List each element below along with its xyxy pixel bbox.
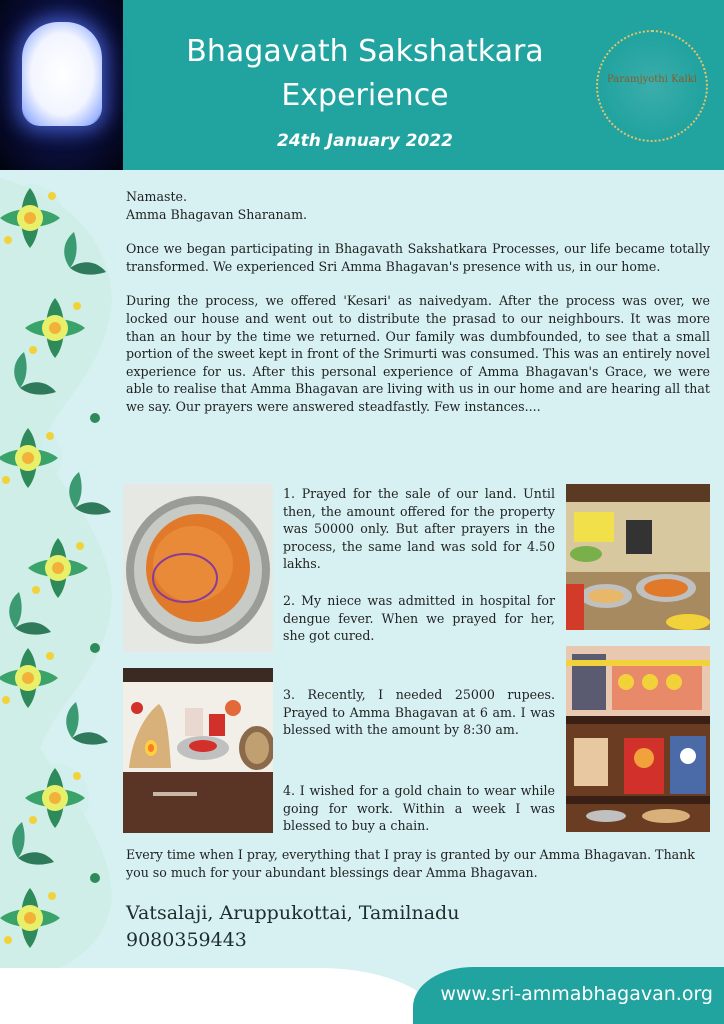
instance-1-text: 1. Prayed for the sale of our land. Until then, the amount offered for the property was 50000 only. But after prayers in the process, the same land was sold for 4.50 lakhs.: [283, 486, 555, 572]
footer-white-wave: [0, 968, 440, 1024]
instance-3-text: 3. Recently, I needed 25000 rupees. Prayed to Amma Bhagavan at 6 am. I was blessed with the amount by 8:30 am.: [283, 687, 555, 738]
instance-4-text: 4. I wished for a gold chain to wear while going for work. Within a week I was blessed to buy a chain.: [283, 783, 555, 834]
photo-lamp-offerings: [123, 668, 273, 833]
signature-block: [126, 900, 626, 954]
deity-glow-figure: [22, 22, 102, 126]
title-line-1: Bhagavath Sakshatkara: [186, 34, 544, 69]
greeting-line-1: Namaste.: [126, 189, 187, 204]
closing-paragraph: Every time when I pray, everything that I pray is granted by our Amma Bhagavan. Thank you so much for your abundant blessings dear Amma Bhagavan.: [126, 847, 695, 880]
instance-2: [283, 592, 555, 645]
publish-date: 24th January 2022: [277, 131, 453, 151]
page-title: [130, 30, 600, 118]
title-line-2: Experience: [281, 78, 449, 113]
paragraph-kesari: During the process, we offered 'Kesari' as naivedyam. After the process was over, we locked our house and went out to distribute the prasad to our neighbours. It was more than an hour by the time we returned. Our family was dumbfounded, to see that a small portion of the sweet kept in front of the Srimurti was consumed. This was an entirely novel experience for us. After this personal experience of Amma Bhagavan's Grace, we were able to realise that Amma Bhagavan are living with us in our home and are hearing all that we say. Our prayers were answered steadfastly. Few instances....: [126, 293, 710, 414]
author-phone: 9080359443: [126, 929, 247, 951]
header-banner: [0, 0, 724, 170]
instance-1: [283, 485, 555, 573]
deity-photo: [0, 0, 123, 170]
footer-bar: [413, 967, 724, 1024]
letter-body: [126, 188, 710, 433]
website-link[interactable]: www.sri-ammabhagavan.org: [440, 983, 713, 1005]
floral-border-decoration: [0, 178, 118, 968]
logo-text: Paramjyothi Kalki: [607, 74, 697, 85]
author-name: Vatsalaji, Aruppukottai, Tamilnadu: [126, 902, 460, 924]
greeting-line-2: Amma Bhagavan Sharanam.: [126, 206, 308, 222]
photo-home-shrine: [566, 646, 710, 832]
instance-4: [283, 782, 555, 835]
photo-kesari-plate: [123, 484, 273, 652]
kalki-logo: [596, 30, 708, 142]
instance-2-text: 2. My niece was admitted in hospital for dengue fever. When we prayed for her, she got cured.: [283, 593, 555, 644]
photo-altar-offerings: [566, 484, 710, 630]
instance-3: [283, 686, 555, 739]
paragraph-intro: Once we began participating in Bhagavath Sakshatkara Processes, our life became totally transformed. We experienced Sri Amma Bhagavan's presence with us, in our home.: [126, 241, 710, 274]
